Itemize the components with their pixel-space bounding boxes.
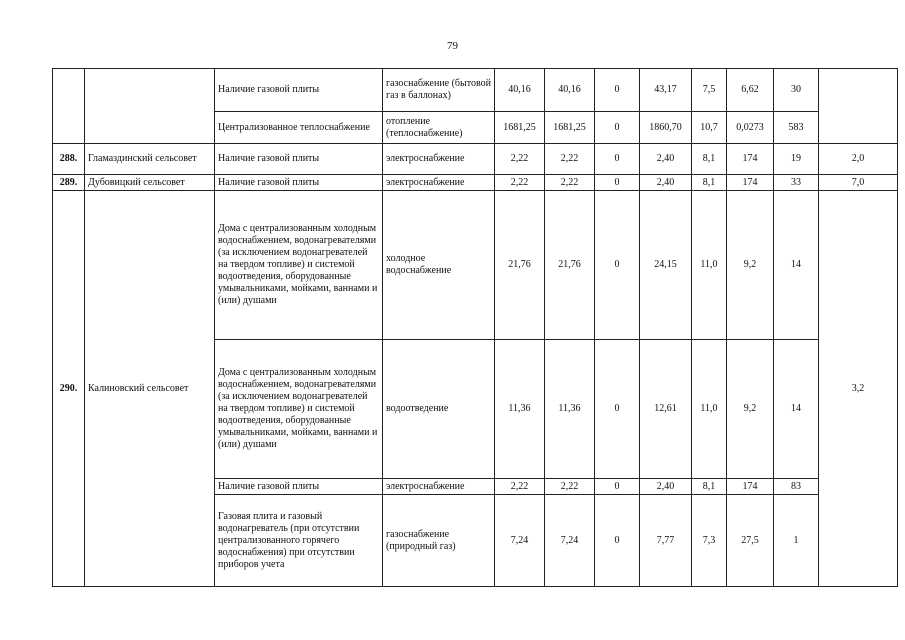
value-cell: 12,61 [640, 340, 692, 479]
value-cell: 2,22 [495, 144, 545, 175]
value-cell: 10,7 [692, 112, 727, 144]
value-cell: 11,0 [692, 191, 727, 340]
row-number-cell: 289. [53, 175, 85, 191]
value-cell: 6,62 [727, 69, 774, 112]
value-cell: 8,1 [692, 175, 727, 191]
service-cell: электроснабжение [383, 175, 495, 191]
value-cell: 174 [727, 479, 774, 495]
description-cell: Дома с централизованным холодным водоснабжением, водонагревателями (за исключением водонагревателей на твердом топливе) и системой водоотведения, оборудованные умывальниками, мойками, ваннами и (или) душами [215, 340, 383, 479]
value-cell: 11,36 [495, 340, 545, 479]
value-cell: 40,16 [545, 69, 595, 112]
service-cell: электроснабжение [383, 144, 495, 175]
value-cell: 1 [774, 495, 819, 587]
row-number-cell [53, 69, 85, 144]
value-cell: 0 [595, 340, 640, 479]
service-cell: газоснабжение (бытовой газ в баллонах) [383, 69, 495, 112]
value-cell: 0,0273 [727, 112, 774, 144]
value-cell: 24,15 [640, 191, 692, 340]
service-cell: отопление (теплоснабжение) [383, 112, 495, 144]
page-number: 79 [447, 40, 458, 52]
value-cell: 11,0 [692, 340, 727, 479]
settlement-cell [85, 69, 215, 144]
table-row [53, 144, 898, 175]
value-cell: 43,17 [640, 69, 692, 112]
row-number-cell: 288. [53, 144, 85, 175]
settlement-cell: Калиновский сельсовет [85, 191, 215, 587]
description-cell: Газовая плита и газовый водонагреватель (при отсутствии централизованного горячего водоснабжения) при отсутствии приборов учета [215, 495, 383, 587]
value-cell: 83 [774, 479, 819, 495]
value-cell: 2,22 [545, 479, 595, 495]
description-cell: Наличие газовой плиты [215, 479, 383, 495]
row-number-cell: 290. [53, 191, 85, 587]
value-cell: 2,22 [495, 479, 545, 495]
coefficient-cell: 7,0 [819, 175, 898, 191]
value-cell: 8,1 [692, 144, 727, 175]
description-cell: Наличие газовой плиты [215, 144, 383, 175]
value-cell: 27,5 [727, 495, 774, 587]
value-cell: 1681,25 [495, 112, 545, 144]
value-cell: 14 [774, 340, 819, 479]
table-row [53, 191, 898, 340]
coefficient-cell: 3,2 [819, 191, 898, 587]
value-cell: 2,40 [640, 175, 692, 191]
table-row [53, 69, 898, 112]
value-cell: 0 [595, 479, 640, 495]
coefficient-cell: 2,0 [819, 144, 898, 175]
value-cell: 174 [727, 175, 774, 191]
value-cell: 7,77 [640, 495, 692, 587]
table-row [53, 175, 898, 191]
value-cell: 9,2 [727, 340, 774, 479]
value-cell: 0 [595, 495, 640, 587]
settlement-cell: Дубовицкий сельсовет [85, 175, 215, 191]
value-cell: 0 [595, 69, 640, 112]
service-cell: газоснабжение (природный газ) [383, 495, 495, 587]
service-cell: электроснабжение [383, 479, 495, 495]
value-cell: 14 [774, 191, 819, 340]
value-cell: 9,2 [727, 191, 774, 340]
description-cell: Дома с централизованным холодным водоснабжением, водонагревателями (за исключением водонагревателей на твердом топливе) и системой водоотведения, оборудованные умывальниками, мойками, ваннами и (или) душами [215, 191, 383, 340]
value-cell: 174 [727, 144, 774, 175]
value-cell: 1681,25 [545, 112, 595, 144]
tariff-table [52, 68, 898, 587]
coefficient-cell [819, 69, 898, 144]
value-cell: 8,1 [692, 479, 727, 495]
value-cell: 1860,70 [640, 112, 692, 144]
value-cell: 7,3 [692, 495, 727, 587]
value-cell: 30 [774, 69, 819, 112]
settlement-cell: Гламаздинский сельсовет [85, 144, 215, 175]
value-cell: 7,24 [545, 495, 595, 587]
value-cell: 40,16 [495, 69, 545, 112]
value-cell: 0 [595, 175, 640, 191]
description-cell: Наличие газовой плиты [215, 175, 383, 191]
value-cell: 583 [774, 112, 819, 144]
service-cell: водоотведение [383, 340, 495, 479]
value-cell: 19 [774, 144, 819, 175]
description-cell: Централизованное теплоснабжение [215, 112, 383, 144]
description-cell: Наличие газовой плиты [215, 69, 383, 112]
value-cell: 7,24 [495, 495, 545, 587]
value-cell: 11,36 [545, 340, 595, 479]
value-cell: 0 [595, 144, 640, 175]
value-cell: 33 [774, 175, 819, 191]
value-cell: 21,76 [545, 191, 595, 340]
value-cell: 2,22 [545, 175, 595, 191]
value-cell: 2,22 [545, 144, 595, 175]
value-cell: 0 [595, 112, 640, 144]
value-cell: 7,5 [692, 69, 727, 112]
value-cell: 2,40 [640, 479, 692, 495]
value-cell: 2,40 [640, 144, 692, 175]
service-cell: холодное водоснабжение [383, 191, 495, 340]
value-cell: 0 [595, 191, 640, 340]
value-cell: 21,76 [495, 191, 545, 340]
value-cell: 2,22 [495, 175, 545, 191]
